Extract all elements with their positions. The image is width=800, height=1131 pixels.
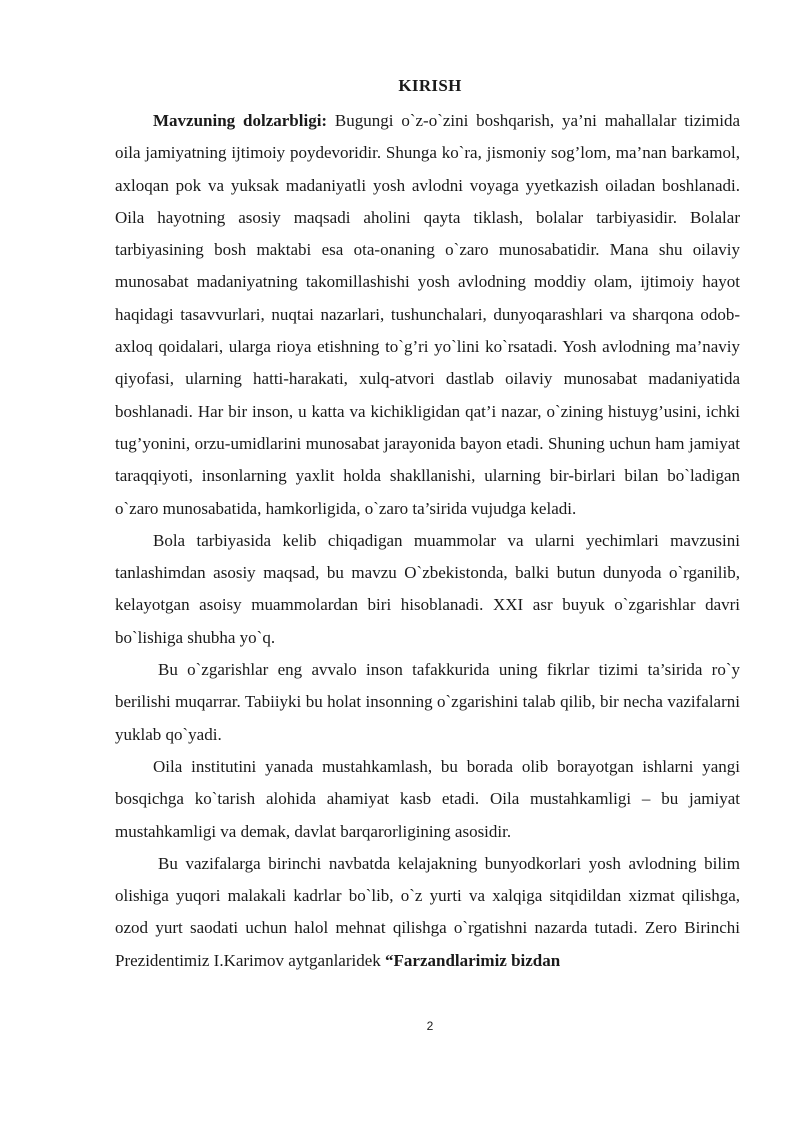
paragraph-text: Bugungi o`z-o`zini boshqarish, ya’ni mahallalar tizimida oila jamiyatning ijtimoiy poydevoridir. Shunga ko`ra, jismoniy sog’lom, ma’nan barkamol, axloqan pok va yuksak madaniyatli yosh avlodni voyaga yyetkazish oiladan boshlanadi. Oila hayotning asosiy maqsadi aholini qayta tiklash, bolalar tarbiyasidir. Bolalar tarbiyasining bosh maktabi esa ota-onaning o`zaro munosabatidir. Mana shu oilaviy munosabat madaniyatning takomillashishi yosh avlodning moddiy olam, ijtimoiy hayot haqidagi tasavvurlari, nuqtai nazarlari, tushunchalari, dunyoqarashlari va sharqona odob-axloq qoidalari, ularga rioya etishning to`g’ri yo`lini ko`rsatadi. Yosh avlodning ma’naviy qiyofasi, ularning hatti-harakati, xulq-atvori dastlab oilaviy munosabat madaniyatida boshlanadi. Har bir inson, u katta va kichikligidan qat’i nazar, o`zining histuyg’usini, ichki tug’yonini, orzu-umidlarini munosabat jarayonida bayon etadi. Shuning uchun ham jamiyat taraqqiyoti, insonlarning yaxlit holda shakllanishi, ularning bir-birlari bilan bo`ladigan o`zaro munosabatida, hamkorligida, o`zaro ta’sirida vujudga keladi. (115, 111, 740, 518)
quote-start: “Farzandlarimiz bizdan (385, 950, 561, 970)
section-heading: KIRISH (398, 76, 462, 95)
paragraph-text: Bu vazifalarga birinchi navbatda kelajakning bunyodkorlari yosh avlodning bilim olishiga yuqori malakali kadrlar bo`lib, o`z yurti va xalqiga sitqidildan xizmat qilishga, ozod yurt saodati uchun halol mehnat qilishga o`rgatishni nazarda tutadi. Zero Birinchi Prezidentimiz I.Karimov aytganlaridek (115, 853, 740, 970)
paragraph-text: Bola tarbiyasida kelib chiqadigan muammolar va ularni yechimlari mavzusini tanlashimdan asosiy maqsad, bu mavzu O`zbekistonda, balki butun dunyoda o`rganilib, kelayotgan asoisy muammolardan biri hisoblanadi. XXI asr buyuk o`zgarishlar davri bo`lishiga shubha yo`q. (115, 530, 740, 647)
paragraph-text: Oila institutini yanada mustahkamlash, bu borada olib borayotgan ishlarni yangi bosqichga ko`tarish alohida ahamiyat kasb etadi. Oila mustahkamligi – bu jamiyat mustahkamligi va demak, davlat barqarorligining asosidir. (115, 756, 740, 841)
paragraph-purpose (115, 525, 740, 654)
paragraph-text: Bu o`zgarishlar eng avvalo inson tafakkurida uning fikrlar tizimi ta’sirida ro`y berilishi muqarrar. Tabiiyki bu holat insonning o`zgarishini talab qilib, bir necha vazifalarni yuklab qo`yadi. (115, 660, 740, 744)
paragraph-relevance (115, 105, 740, 525)
paragraph-family-institution (115, 751, 740, 848)
page-number: 2 (426, 1019, 434, 1033)
paragraph-lead: Mavzuning dolzarbligi: (153, 111, 328, 130)
body-text (115, 105, 740, 977)
paragraph-tasks (115, 848, 740, 977)
paragraph-changes (115, 654, 740, 751)
